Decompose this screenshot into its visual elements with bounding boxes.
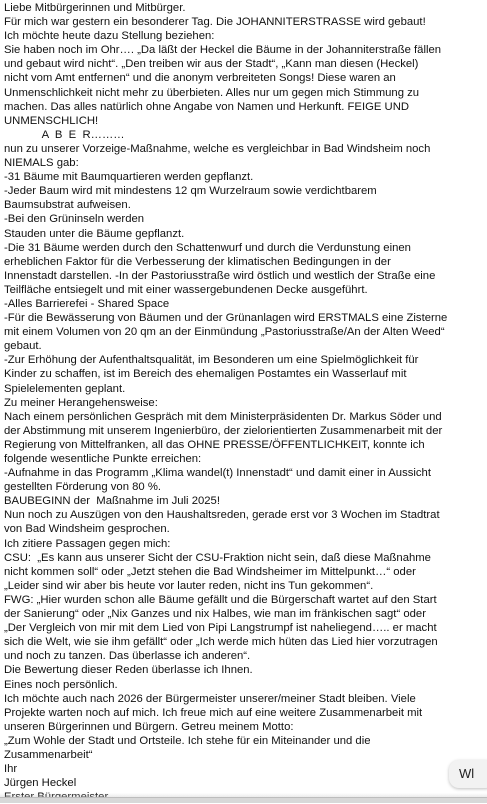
- letter-line: -Zur Erhöhung der Aufenthaltsqualität, im Besonderen um eine Spielmöglichkeit für: [4, 354, 419, 367]
- letter-line: Sie haben noch im Ohr…. „Da läßt der Heckel die Bäume in der Johanniterstraße fällen: [4, 44, 442, 57]
- letter-line: nicht kommen soll“ oder „Jetzt stehen die Bad Windsheimer im Mittelpunkt…“ oder: [4, 565, 416, 578]
- letter-line: gebaut.: [4, 340, 42, 353]
- letter-line: -Die 31 Bäume werden durch den Schattenwurf und durch die Verdunstung einen: [4, 241, 411, 254]
- letter-line: Zu meiner Herangehensweise:: [4, 396, 158, 409]
- bottom-bar: [0, 797, 487, 803]
- letter-line: der Sanierung“ oder „Nix Ganzes und nix Halbes, wie man im fränkischen sagt“ oder: [4, 608, 426, 621]
- letter-line: -Jeder Baum wird mit mindestens 12 qm Wurzelraum sowie verdichtbarem: [4, 185, 377, 198]
- letter-line: NIEMALS gab:: [4, 157, 79, 170]
- letter-line: -Alles Barrierefei - Shared Space: [4, 297, 170, 310]
- letter-line: FWG: „Hier wurden schon alle Bäume gefällt und die Bürgerschaft wartet auf den Start: [4, 593, 437, 606]
- letter-line: „Leider sind wir aber bis heute vor lauter reden, nicht ins Tun gekommen“.: [4, 579, 374, 592]
- letter-line: Teilfläche entsiegelt und mit einer wassergebundenen Decke ausgeführt.: [4, 283, 368, 296]
- letter-line: Projekte warten noch auf mich. Ich freue mich auf eine weitere Zusammenarbeit mit: [4, 706, 423, 719]
- letter-line: Regierung von Mittelfranken, all das OHNE PRESSE/ÖFFENTLICHKEIT, konnte ich: [4, 438, 425, 451]
- letter-line: von Bad Windsheim gesprochen.: [4, 523, 170, 536]
- letter-line: erheblichen Faktor für die Verbesserung der klimatischen Bedingungen in der: [4, 255, 391, 268]
- letter-line: mit einem Volumen von 20 qm an der Einmündung „Pastoriusstraße/An der Alten Weed“: [4, 326, 445, 339]
- side-chip[interactable]: Wl: [449, 760, 487, 788]
- letter-line: A B E R………: [4, 128, 125, 141]
- letter-line: Innenstadt darstellen. -In der Pastoriusstraße wird östlich und westlich der Straße eine: [4, 269, 436, 282]
- letter-line: folgende wesentliche Punkte erreichen:: [4, 453, 202, 465]
- letter-line: gestellten Förderung von 80 %.: [4, 481, 161, 494]
- letter-line: Nach einem persönlichen Gespräch mit dem Ministerpräsidenten Dr. Markus Söder und: [4, 410, 442, 423]
- letter-line: Ich zitiere Passagen gegen mich:: [4, 537, 171, 550]
- letter-line: „Zum Wohle der Stadt und Ortsteile. Ich stehe für ein Miteinander und die: [4, 734, 371, 747]
- letter-line: -Bei den Grüninseln werden: [4, 213, 145, 226]
- letter-line: Kinder zu schaffen, ist im Bereich des ehemaligen Postamtes ein Wasserlauf mit: [4, 368, 407, 381]
- letter-line: -Aufnahme in das Programm „Klima wandel(t) Innenstadt“ und damit einer in Aussicht: [4, 467, 431, 480]
- letter-line: Stauden unter die Bäume gepflanzt.: [4, 227, 185, 240]
- letter-line: Eines noch persönlich.: [4, 678, 118, 691]
- letter-line: Unmenschlichkeit nicht mehr zu überbieten. Alles nur um gegen mich Stimmung zu: [4, 86, 420, 99]
- letter-line: Ihr: [4, 763, 18, 776]
- letter-line: Ich möchte auch nach 2026 der Bürgermeister unserer/meiner Stadt bleiben. Viele: [4, 692, 416, 705]
- letter-line: machen. Das alles natürlich ohne Angabe von Namen und Herkunft. FEIGE UND: [4, 100, 410, 113]
- letter-line: -31 Bäume mit Baumquartieren werden gepflanzt.: [4, 171, 254, 184]
- letter-body: [4, 1, 482, 804]
- letter-line: sich die Welt, wie sie ihm gefällt“ oder „Ich werde mich hüten das Lied hier vorzutragen: [4, 636, 438, 649]
- letter-line: CSU: „Es kann aus unserer Sicht der CSU-Fraktion nicht sein, daß diese Maßnahme: [4, 551, 431, 564]
- letter-line: „Der Vergleich von mir mit dem Lied von Pipi Langstrumpf ist naheliegend….. er macht: [4, 622, 437, 635]
- letter-line: und noch zu tanzen. Das überlasse ich anderen“.: [4, 650, 251, 663]
- letter-line: nicht vom Amt entfernen“ und die anonym verbreiteten Songs! Diese waren an: [4, 72, 396, 85]
- letter-line: Baumsubstrat aufweisen.: [4, 199, 131, 212]
- letter-line: der Abstimmung mit unserem Ingenierbüro, der zielorientierten Zusammenarbeit mit der: [4, 424, 443, 437]
- letter-line: und gebaut wird nicht“. „Den treiben wir aus der Stadt“, „Kann man diesen (Heckel): [4, 58, 419, 71]
- letter-line: Ich möchte heute dazu Stellung beziehen:: [4, 30, 215, 43]
- letter-line: Zusammenarbeit“: [4, 748, 93, 761]
- letter-line: BAUBEGINN der Maßnahme im Juli 2025!: [4, 495, 220, 508]
- letter-line: Spielelementen geplant.: [4, 382, 126, 395]
- letter-line: Die Bewertung dieser Reden überlasse ich Ihnen.: [4, 664, 253, 677]
- letter-line: Nun noch zu Auszügen von den Haushaltsreden, gerade erst vor 3 Wochen im Stadtrat: [4, 509, 440, 522]
- letter-line: Für mich war gestern ein besonderer Tag. Die JOHANNITERSTRASSE wird gebaut!: [4, 16, 426, 29]
- letter-line: unseren Bürgerinnen und Bürgern. Getreu meinem Motto:: [4, 720, 294, 733]
- letter-line: Jürgen Heckel: [4, 777, 77, 790]
- letter-line: nun zu unserer Vorzeige-Maßnahme, welche es vergleichbar in Bad Windsheim noch: [4, 142, 431, 155]
- letter-line: UNMENSCHLICH!: [4, 114, 99, 127]
- letter-line: Liebe Mitbürgerinnen und Mitbürger.: [4, 2, 186, 14]
- letter-line: -Für die Bewässerung von Bäumen und der Grünanlagen wird ERSTMALS eine Zisterne: [4, 312, 448, 325]
